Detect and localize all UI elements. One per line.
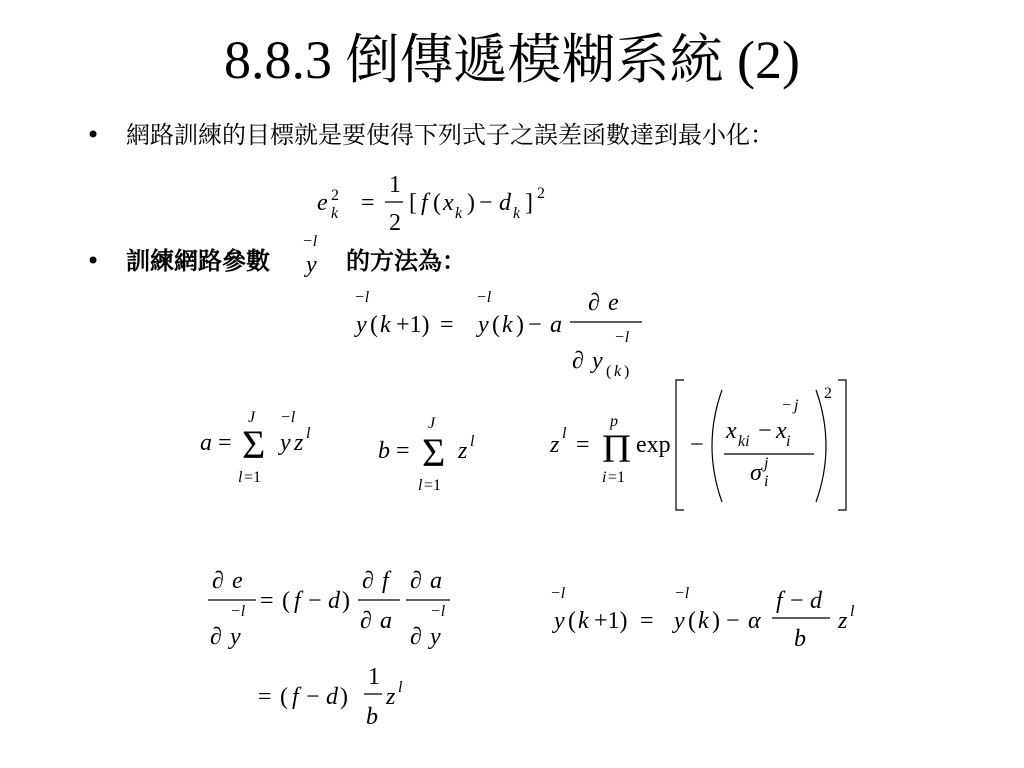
svg-text:): )	[516, 312, 524, 338]
svg-text:a: a	[550, 312, 562, 338]
svg-text:i: i	[764, 473, 769, 490]
svg-text:=1: =1	[608, 469, 626, 486]
error-equation	[315, 172, 575, 242]
svg-text:z: z	[294, 430, 304, 456]
svg-text:x: x	[726, 418, 737, 444]
svg-text:k: k	[698, 608, 709, 634]
svg-text:=: =	[258, 684, 272, 710]
svg-text:2: 2	[389, 210, 401, 236]
svg-text:J: J	[428, 415, 436, 432]
svg-text:b: b	[378, 438, 390, 464]
svg-text:−: −	[726, 608, 740, 634]
svg-text:l: l	[562, 425, 567, 442]
svg-text:∂: ∂	[588, 290, 600, 316]
svg-text:−: −	[528, 312, 542, 338]
svg-text:∂: ∂	[362, 568, 374, 594]
bullet-marker: •	[86, 247, 101, 275]
svg-text:y: y	[674, 608, 685, 634]
svg-text:+1): +1)	[396, 312, 430, 338]
svg-text:(: (	[280, 684, 288, 710]
svg-text:): )	[340, 684, 348, 710]
svg-text:−: −	[790, 588, 804, 614]
svg-text:d: d	[810, 588, 822, 614]
bullet-item	[86, 233, 586, 286]
svg-text:z: z	[550, 432, 560, 458]
svg-text:−: −	[758, 418, 772, 444]
svg-text:−l: −l	[230, 603, 246, 620]
svg-text:y: y	[230, 624, 241, 650]
bullet-marker: •	[86, 121, 101, 149]
svg-text:y: y	[430, 624, 441, 650]
svg-text:k: k	[331, 205, 339, 222]
svg-text:i: i	[602, 469, 607, 486]
svg-text:Σ: Σ	[422, 430, 446, 475]
parameter-variable	[296, 232, 336, 282]
svg-text:a: a	[200, 430, 212, 456]
svg-text:=1: =1	[244, 469, 262, 486]
svg-text:−: −	[308, 588, 322, 614]
svg-text:j: j	[764, 455, 769, 472]
svg-text:2: 2	[537, 185, 545, 202]
svg-text:f: f	[776, 588, 783, 614]
svg-text:x: x	[776, 418, 787, 444]
svg-text:(: (	[492, 312, 500, 338]
svg-text:y: y	[592, 348, 603, 374]
svg-text:(: (	[370, 312, 378, 338]
svg-text:=: =	[640, 608, 654, 634]
svg-text:+1): +1)	[594, 608, 628, 634]
svg-text:=: =	[440, 312, 454, 338]
svg-text:−: −	[306, 684, 320, 710]
svg-text:[: [	[409, 190, 417, 216]
svg-text:i: i	[786, 433, 791, 450]
svg-text:−l: −l	[302, 233, 318, 250]
z-definition-equation	[546, 376, 856, 516]
svg-text:]: ]	[525, 190, 533, 216]
svg-text:k: k	[455, 205, 463, 222]
svg-text:e: e	[232, 568, 243, 594]
svg-text:−l: −l	[614, 329, 630, 346]
svg-text:=: =	[576, 432, 590, 458]
svg-text:ki: ki	[738, 433, 750, 450]
svg-text:l: l	[306, 425, 311, 442]
svg-text:l: l	[418, 477, 423, 494]
slide-title: 8.8.3 倒傳遞模糊系統 (2)	[224, 30, 800, 90]
partial-derivative-equation	[204, 564, 484, 664]
svg-text:l: l	[238, 469, 243, 486]
svg-text:exp: exp	[636, 432, 671, 458]
svg-text:b: b	[366, 704, 378, 730]
svg-text:z: z	[458, 438, 468, 464]
bullet-tail-text: 的方法為：	[346, 246, 466, 275]
svg-text:j: j	[794, 397, 799, 414]
svg-text:−l: −l	[550, 585, 566, 602]
svg-text:): )	[467, 190, 475, 216]
svg-text:k: k	[578, 608, 589, 634]
svg-text:α: α	[748, 608, 761, 634]
svg-text:y: y	[306, 252, 317, 278]
svg-text:e: e	[608, 290, 619, 316]
svg-text:1: 1	[368, 664, 380, 690]
svg-text:d: d	[499, 190, 511, 216]
svg-text:∂: ∂	[360, 608, 372, 634]
svg-text:f: f	[382, 568, 389, 594]
svg-text:d: d	[326, 684, 338, 710]
svg-text:1: 1	[389, 172, 401, 198]
svg-text:=: =	[260, 588, 274, 614]
svg-text:f: f	[294, 588, 301, 614]
svg-text:2: 2	[331, 187, 339, 204]
svg-text:∂: ∂	[210, 624, 222, 650]
svg-text:∂: ∂	[212, 568, 224, 594]
bullet-text: 網路訓練的目標就是要使得下列式子之誤差函數達到最小化：	[126, 121, 774, 149]
svg-text:∂: ∂	[410, 568, 422, 594]
bullet-item	[86, 120, 946, 150]
update-rule-equation	[352, 284, 652, 384]
svg-text:−: −	[479, 190, 493, 216]
svg-text:−l: −l	[280, 409, 296, 426]
svg-text:(: (	[282, 588, 290, 614]
svg-text:J: J	[248, 409, 256, 426]
svg-text:Π: Π	[602, 426, 631, 471]
svg-text:(: (	[606, 363, 612, 380]
svg-text:k: k	[380, 312, 391, 338]
svg-text:=: =	[361, 190, 375, 216]
svg-text:y: y	[280, 430, 291, 456]
svg-text:l: l	[470, 433, 475, 450]
svg-text:k: k	[513, 205, 521, 222]
final-update-equation	[548, 580, 868, 660]
partial-result-equation	[256, 660, 426, 736]
svg-text:(: (	[433, 190, 441, 216]
svg-text:2: 2	[824, 385, 832, 402]
svg-text:−l: −l	[674, 585, 690, 602]
svg-text:p: p	[610, 413, 618, 430]
svg-text:−l: −l	[476, 289, 492, 306]
svg-text:−l: −l	[430, 603, 446, 620]
svg-text:): )	[624, 363, 630, 380]
svg-text:b: b	[794, 626, 806, 652]
svg-text:∂: ∂	[410, 624, 422, 650]
svg-text:z: z	[838, 608, 848, 634]
b-definition-equation	[376, 410, 496, 500]
svg-text:−: −	[782, 397, 792, 414]
a-definition-equation	[196, 402, 346, 492]
svg-text:): )	[712, 608, 720, 634]
svg-text:k: k	[614, 363, 622, 380]
svg-text:y: y	[356, 312, 367, 338]
svg-text:l: l	[850, 603, 855, 620]
svg-text:l: l	[398, 679, 403, 696]
svg-text:(: (	[688, 608, 696, 634]
svg-text:−: −	[690, 432, 704, 458]
svg-text:z: z	[386, 684, 396, 710]
svg-text:x: x	[443, 190, 454, 216]
svg-text:(: (	[568, 608, 576, 634]
svg-text:σ: σ	[750, 460, 762, 486]
svg-text:): )	[342, 588, 350, 614]
svg-text:=: =	[218, 430, 232, 456]
svg-text:f: f	[421, 190, 428, 216]
svg-text:d: d	[328, 588, 340, 614]
svg-text:e: e	[317, 190, 328, 216]
svg-text:∂: ∂	[572, 348, 584, 374]
svg-text:=1: =1	[424, 477, 442, 494]
svg-text:−l: −l	[354, 289, 370, 306]
svg-text:f: f	[292, 684, 299, 710]
svg-text:Σ: Σ	[242, 422, 266, 467]
svg-text:k: k	[502, 312, 513, 338]
svg-text:y: y	[478, 312, 489, 338]
svg-text:=: =	[396, 438, 410, 464]
svg-text:a: a	[380, 608, 392, 634]
svg-text:a: a	[430, 568, 442, 594]
bullet-text: 訓練網路參數	[126, 246, 270, 275]
svg-text:y: y	[554, 608, 565, 634]
